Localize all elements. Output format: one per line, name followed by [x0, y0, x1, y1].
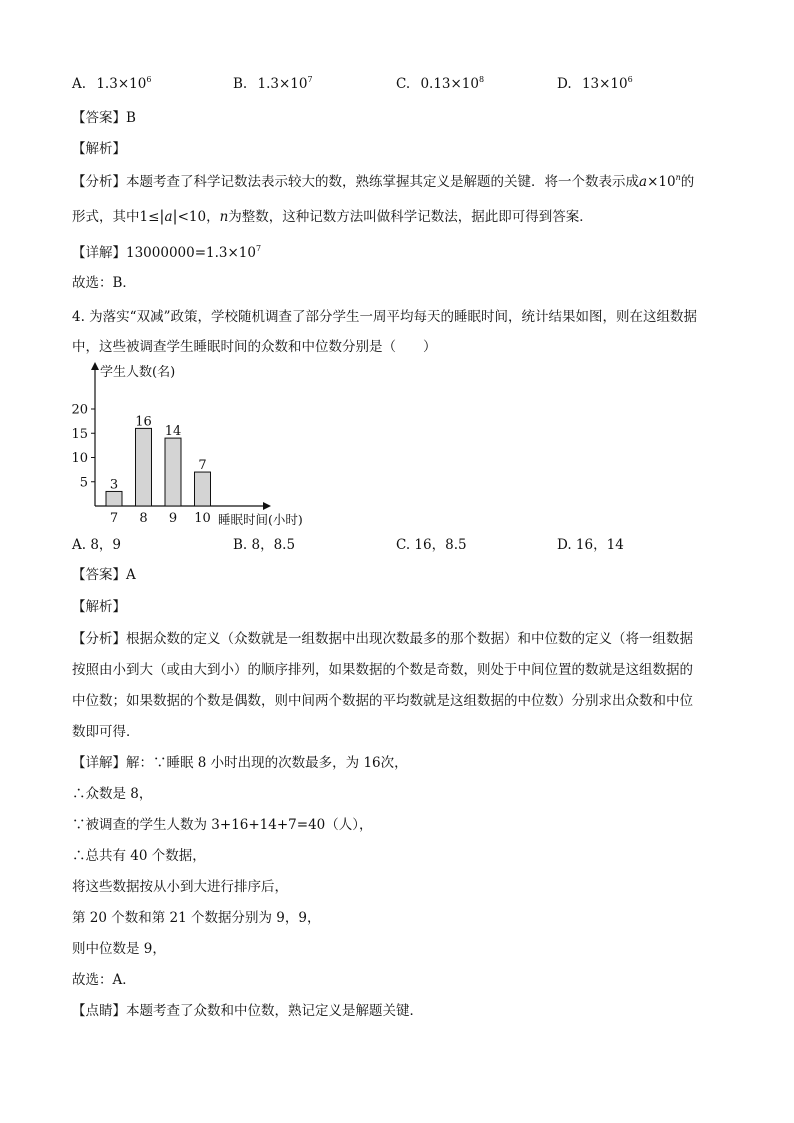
bar-value-label: 7 — [198, 458, 207, 474]
option-label: C. — [396, 76, 411, 92]
q3-answer — [72, 108, 136, 128]
y-axis-arrow — [91, 362, 99, 370]
q4-fenxi-line-2: 按照由小到大（或由大到小）的顺序排列，如果数据的个数是奇数，则处于中间位置的数就是这组数据的 — [72, 662, 693, 678]
q4-option-a: A. 8，9 — [72, 537, 122, 553]
option-label: A. — [72, 76, 87, 92]
answer-value: B — [126, 110, 136, 126]
q4-detail-line-6: 第 20 个数和第 21 个数据分别为 9，9， — [72, 910, 321, 926]
bar-value-label: 3 — [109, 477, 119, 493]
q3-option-a — [72, 74, 151, 94]
option-mantissa: 1.3 — [96, 76, 118, 92]
option-times: ×10 — [450, 76, 479, 92]
fenxi-text: 形式，其中1≤ — [72, 209, 160, 225]
fenxi-text: 的 — [680, 174, 695, 190]
answer-value: A — [126, 567, 136, 583]
fenxi-text: 为整数，这种记数方法叫做科学记数法，据此即可得到答案． — [228, 209, 593, 225]
q4-dianjing — [72, 1001, 423, 1021]
bar — [136, 428, 152, 506]
detail-text: 13000000=1.3×10 — [126, 245, 256, 261]
option-exponent: 6 — [146, 75, 152, 84]
q3-option-b — [233, 74, 313, 94]
q3-option-c — [396, 74, 484, 94]
q4-detail-line-4: ∴总共有 40 个数据， — [72, 848, 206, 864]
option-times: ×10 — [599, 76, 628, 92]
math-var-a: a — [164, 209, 173, 225]
fenxi-tag: 【分析】 — [72, 174, 126, 190]
option-mantissa: 13 — [581, 76, 600, 92]
dianjing-text: 本题考查了众数和中位数，熟记定义是解题关键． — [126, 1003, 423, 1019]
q4-fenxi-line-4: 数即可得． — [72, 724, 140, 740]
fenxi-text: <10， — [177, 209, 220, 225]
q4-detail-line-1 — [72, 753, 408, 773]
detail-text: 解：∵睡眠 8 小时出现的次数最多，为 16次， — [126, 755, 408, 771]
q4-answer — [72, 565, 136, 585]
x-tick-label: 9 — [168, 511, 178, 526]
detail-tag: 【详解】 — [72, 755, 126, 771]
answer-tag: 【答案】 — [72, 110, 126, 126]
option-label: B. — [233, 76, 248, 92]
x-tick-label: 10 — [194, 511, 211, 526]
y-tick-label: 15 — [71, 426, 88, 442]
answer-tag: 【答案】 — [72, 567, 126, 583]
q4-detail-line-7: 则中位数是 9， — [72, 941, 166, 957]
y-tick-label: 20 — [71, 402, 88, 418]
q3-fenxi-line-2 — [72, 206, 593, 227]
option-times: ×10 — [117, 76, 147, 92]
y-axis-label: 学生人数(名) — [100, 365, 176, 380]
option-times: ×10 — [279, 76, 308, 92]
q3-fenxi-line-1 — [72, 172, 694, 192]
q4-analysis-heading: 【解析】 — [72, 599, 126, 615]
fenxi-text: 根据众数的定义（众数就是一组数据中出现次数最多的那个数据）和中位数的定义（将一组数据 — [126, 631, 693, 647]
option-exponent: 8 — [479, 75, 485, 84]
q4-detail-line-8: 故选：A． — [72, 972, 136, 988]
q4-detail-line-2: ∴众数是 8， — [72, 786, 153, 802]
y-tick-label: 10 — [71, 451, 88, 466]
q3-choose: 故选：B． — [72, 275, 136, 291]
y-tick-label: 5 — [79, 475, 88, 491]
abs-bar-left: | — [159, 207, 165, 225]
sleep-time-bar-chart — [70, 358, 340, 528]
option-mantissa: 1.3 — [257, 76, 279, 92]
q4-stem-line-1: 4. 为落实“双减”政策，学校随机调查了部分学生一周平均每天的睡眠时间，统计结果如图，则在这组数据 — [72, 309, 697, 325]
option-exponent: 7 — [307, 75, 313, 84]
q4-fenxi-line-1 — [72, 629, 693, 649]
x-tick-label: 8 — [139, 511, 148, 526]
dianjing-tag: 【点睛】 — [72, 1003, 126, 1019]
math-var-a: a — [639, 174, 648, 190]
q4-detail-line-5: 将这些数据按从小到大进行排序后， — [72, 879, 288, 895]
fenxi-text: 本题考查了科学记数法表示较大的数，熟练掌握其定义是解题的关键．将一个数表示成 — [126, 174, 639, 190]
q4-stem-line-2: 中，这些被调查学生睡眠时间的众数和中位数分别是（ ） — [72, 339, 437, 355]
detail-exponent: 7 — [255, 244, 262, 253]
bar — [106, 491, 122, 506]
q3-detail — [72, 243, 261, 263]
bar — [195, 472, 211, 506]
q4-option-c: C. 16，8.5 — [396, 537, 467, 553]
option-mantissa: 0.13 — [420, 76, 451, 92]
bar-value-label: 14 — [164, 424, 182, 440]
q4-detail-line-3: ∵被调查的学生人数为 3+16+14+7=40（人）， — [72, 817, 373, 833]
option-exponent: 6 — [627, 75, 633, 84]
x-tick-label: 7 — [109, 511, 119, 526]
q3-analysis-heading: 【解析】 — [72, 141, 126, 157]
detail-tag: 【详解】 — [72, 245, 126, 261]
x-axis-label: 睡眠时间(小时) — [218, 512, 303, 527]
q3-option-d — [557, 74, 633, 94]
bar — [165, 438, 181, 506]
q4-fenxi-line-3: 中位数；如果数据的个数是偶数，则中间两个数据的平均数就是这组数据的中位数）分别求出众数和中位 — [72, 693, 693, 709]
fenxi-tag: 【分析】 — [72, 631, 126, 647]
option-label: D. — [557, 76, 572, 92]
math-var-n: n — [219, 209, 229, 225]
q4-option-b: B. 8，8.5 — [233, 537, 296, 553]
q4-option-d: D. 16，14 — [557, 537, 624, 553]
chart-marks — [71, 403, 210, 527]
abs-bar-right: | — [172, 207, 178, 225]
x-axis-arrow — [263, 502, 271, 510]
math-exponent-n: n — [675, 173, 681, 182]
bar-value-label: 16 — [135, 414, 152, 430]
math-times-ten: ×10 — [647, 174, 676, 190]
